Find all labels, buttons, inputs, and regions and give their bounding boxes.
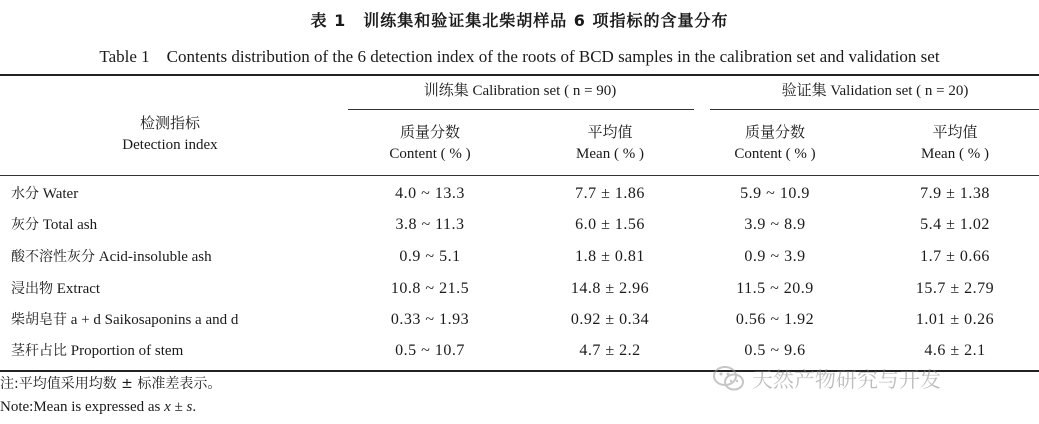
calibration-subrule	[348, 109, 694, 110]
note-cn	[0, 373, 221, 395]
cell-cal-mean: 6.0 ± 1.56	[575, 216, 645, 233]
index-header-cn: 检测指标	[139, 114, 200, 132]
cell-cal-range: 3.8 ~ 11.3	[395, 216, 465, 233]
cell-cal-mean: 0.92 ± 0.34	[570, 311, 650, 328]
val-content-header-cn: 质量分数	[744, 123, 805, 141]
row-label-en: Extract	[56, 281, 101, 297]
wechat-icon	[712, 365, 746, 393]
table-title-cn: 表 1 训练集和验证集北柴胡样品 6 项指标的含量分布	[310, 11, 729, 30]
cell-val-range: 0.56 ~ 1.92	[735, 311, 815, 328]
val-content-header	[695, 121, 855, 165]
cell-cal-range: 4.0 ~ 13.3	[395, 185, 465, 202]
calibration-set-header: 训练集 Calibration set ( n = 90)	[423, 83, 617, 99]
note-cn-text: 注:平均值采用均数 ± 标准差表示。	[0, 376, 222, 392]
row-label-cn: 柴胡皂苷	[11, 312, 67, 328]
cell-cal-mean: 7.7 ± 1.86	[575, 185, 645, 202]
cell-val-mean: 7.9 ± 1.38	[920, 185, 990, 202]
cal-mean-header-cn: 平均值	[587, 123, 633, 141]
cell-cal-range: 0.5 ~ 10.7	[395, 342, 465, 359]
cell-val-range: 0.9 ~ 3.9	[744, 248, 806, 265]
cell-val-range: 11.5 ~ 20.9	[736, 280, 814, 297]
cell-val-range: 3.9 ~ 8.9	[744, 216, 806, 233]
cal-mean-header-en: Mean ( % )	[576, 146, 644, 162]
table-row-label	[11, 246, 212, 268]
table-row-label	[11, 214, 97, 236]
header-rule	[0, 175, 1039, 176]
row-label-cn: 水分	[11, 186, 39, 202]
val-mean-header-en: Mean ( % )	[921, 146, 989, 162]
row-label-en: Total ash	[42, 217, 98, 233]
cell-val-range: 0.5 ~ 9.6	[744, 342, 806, 359]
val-content-header-en: Content ( % )	[734, 146, 816, 162]
row-label-en: a + d Saikosaponins a and d	[70, 312, 239, 328]
cell-val-mean: 5.4 ± 1.02	[920, 216, 990, 233]
cell-val-mean: 4.6 ± 2.1	[924, 342, 986, 359]
watermark-text: 天然产物研究与开发	[752, 368, 941, 392]
note-en-prefix: Note:Mean is expressed as	[0, 399, 165, 415]
table-title-en: Table 1 Contents distribution of the 6 detection index of the roots of BCD samples in the calibration set and validation set	[99, 47, 940, 66]
cell-cal-range: 0.9 ~ 5.1	[399, 248, 461, 265]
cell-cal-range: 0.33 ~ 1.93	[390, 311, 470, 328]
note-en-suffix: .	[192, 399, 197, 415]
cal-mean-header	[530, 121, 690, 165]
cell-cal-mean: 14.8 ± 2.96	[570, 280, 650, 297]
table-row-label	[11, 183, 78, 205]
cell-cal-range: 10.8 ~ 21.5	[390, 280, 470, 297]
table-row-label	[11, 309, 238, 331]
val-mean-header-cn: 平均值	[932, 123, 978, 141]
cell-val-mean: 1.01 ± 0.26	[915, 311, 995, 328]
cell-cal-mean: 4.7 ± 2.2	[579, 342, 641, 359]
row-label-en: Water	[42, 186, 79, 202]
index-header	[60, 112, 280, 156]
index-header-en: Detection index	[122, 137, 218, 153]
watermark	[712, 363, 941, 395]
top-rule	[0, 74, 1039, 76]
row-label-en: Proportion of stem	[70, 343, 184, 359]
table-row-label	[11, 340, 183, 362]
row-label-cn: 浸出物	[11, 281, 53, 297]
row-label-cn: 酸不溶性灰分	[11, 249, 95, 265]
validation-subrule	[710, 109, 1039, 110]
cell-val-range: 5.9 ~ 10.9	[740, 185, 810, 202]
cal-content-header-en: Content ( % )	[389, 146, 471, 162]
row-label-cn: 茎秆占比	[11, 343, 67, 359]
note-en-formula: x ± s	[164, 399, 193, 415]
validation-set-header: 验证集 Validation set ( n = 20)	[781, 83, 969, 99]
val-mean-header	[875, 121, 1035, 165]
cell-val-mean: 1.7 ± 0.66	[920, 248, 990, 265]
row-label-en: Acid-insoluble ash	[98, 249, 212, 265]
cal-content-header	[350, 121, 510, 165]
row-label-cn: 灰分	[11, 217, 39, 233]
cell-val-mean: 15.7 ± 2.79	[915, 280, 995, 297]
table-row-label	[11, 278, 100, 300]
note-en	[0, 396, 196, 418]
cal-content-header-cn: 质量分数	[399, 123, 460, 141]
cell-cal-mean: 1.8 ± 0.81	[575, 248, 645, 265]
